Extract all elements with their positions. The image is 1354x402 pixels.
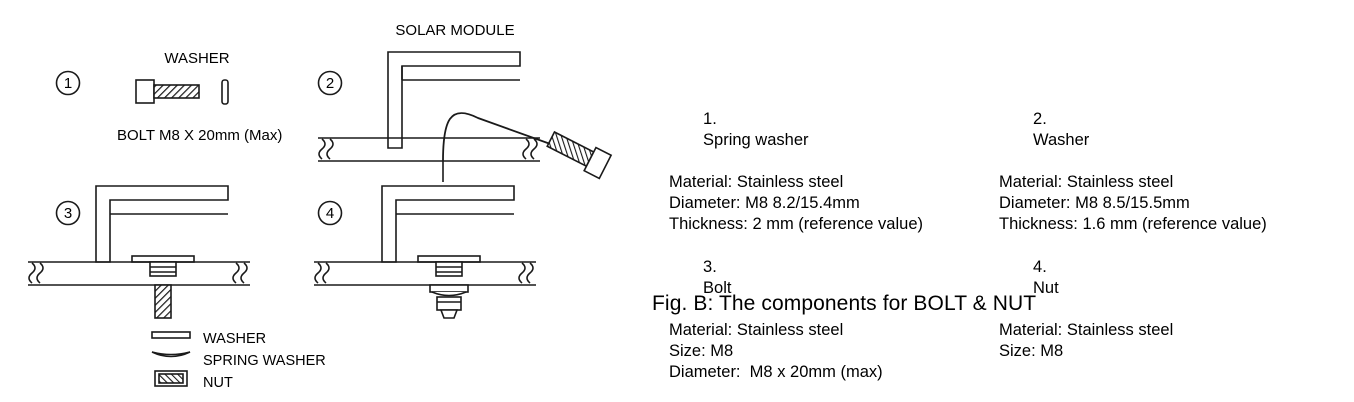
spec-item-number: 2. [1033,110,1047,128]
legend-label-washer: WASHER [203,331,267,347]
step-number-3: 3 [63,205,73,222]
step-number-2: 2 [325,75,335,92]
bolt-spec-label: BOLT M8 X 20mm (Max) [117,127,283,144]
spec-item-size: Size: M8 [999,342,1064,360]
spec-item-name: Nut [1033,279,1059,297]
component-specifications [648,88,1348,384]
spec-item-number: 3. [703,258,717,276]
spec-item-name: Spring washer [703,131,809,149]
step-4-group [314,186,536,318]
spec-column-left [648,88,978,384]
step-number-1: 1 [63,75,73,92]
step-1-group [57,72,229,105]
spec-column-right [978,88,1338,384]
legend-label-spring-washer: SPRING WASHER [203,353,326,369]
spec-item-title [978,88,1338,172]
step-2-group [318,52,611,182]
washer-top-label: WASHER [164,50,230,67]
step-number-4: 4 [325,205,335,222]
spec-item-material: Material: Stainless steel [669,321,844,339]
spec-item-material: Material: Stainless steel [669,173,844,191]
legend-label-nut: NUT [203,375,233,391]
spec-item-thickness: Thickness: 1.6 mm (reference value) [999,215,1267,233]
spec-item-title [648,88,978,172]
spec-item-material: Material: Stainless steel [999,173,1174,191]
spec-item-size: Size: M8 [669,342,734,360]
spec-item-name: Bolt [703,279,732,297]
spec-item-number: 1. [703,110,717,128]
assembly-illustration [0,0,640,402]
spec-item-spring-washer [648,88,978,235]
spec-item-diameter: Diameter: M8 8.5/15.5mm [999,194,1190,212]
spec-item-diameter: Diameter: M8 x 20mm (max) [669,363,883,381]
spec-item-material: Material: Stainless steel [999,321,1174,339]
spec-item-number: 4. [1033,258,1047,276]
spec-item-thickness: Thickness: 2 mm (reference value) [669,215,924,233]
solar-module-label: SOLAR MODULE [395,22,515,39]
figure-caption: Fig. B: The components for BOLT & NUT [652,292,1037,315]
step-3-group [28,186,250,318]
spec-item-name: Washer [1033,131,1090,149]
spec-item-diameter: Diameter: M8 8.2/15.4mm [669,194,860,212]
legend-icons [152,332,190,386]
spec-item-washer [978,88,1338,235]
